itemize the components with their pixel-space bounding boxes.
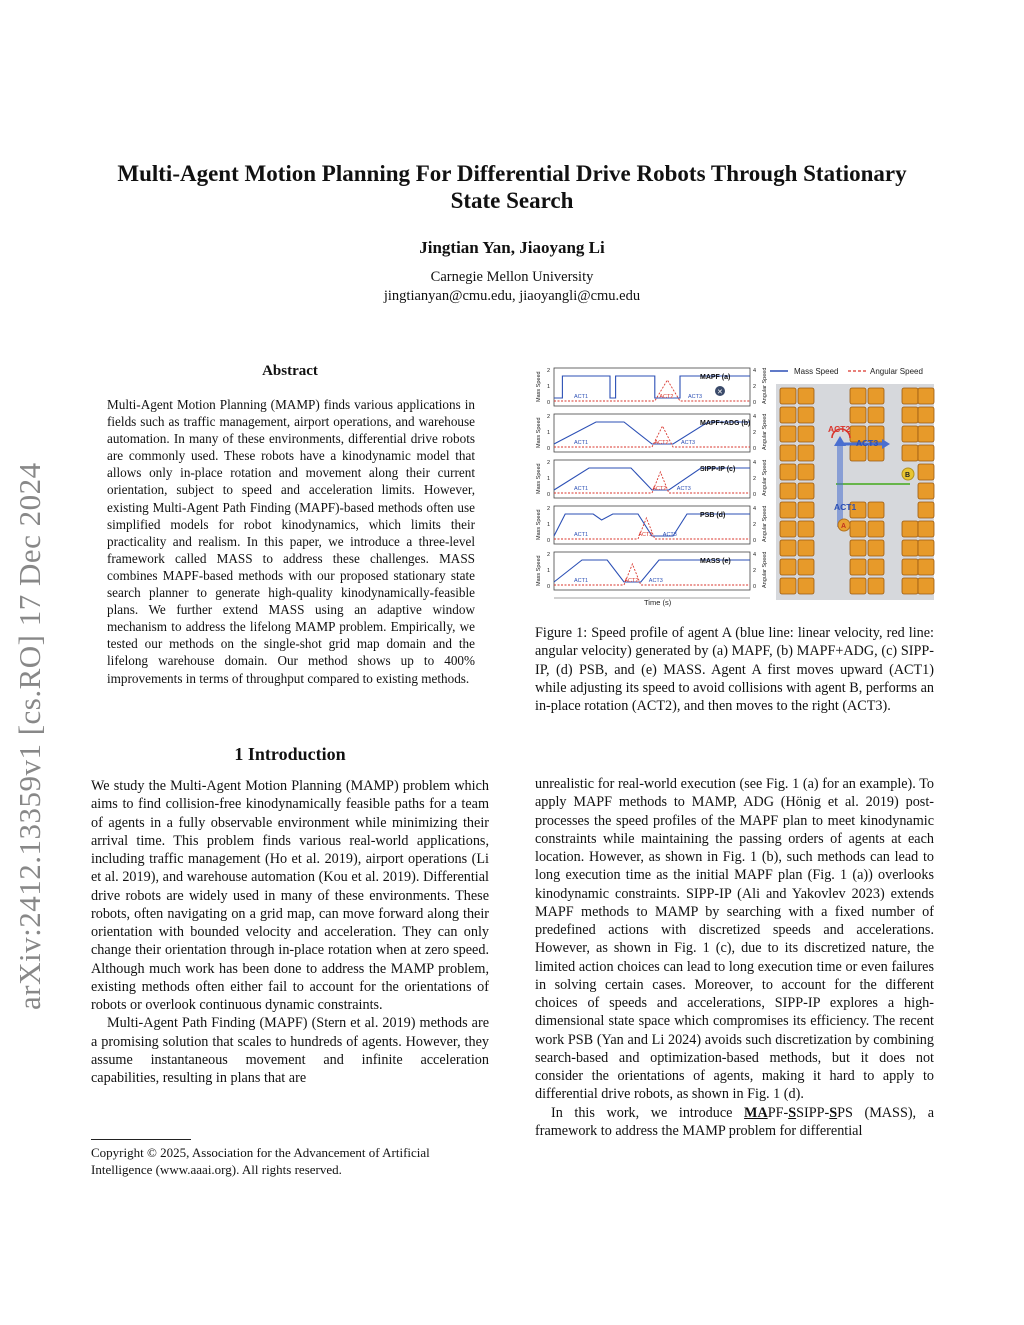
shelf-rack [798,521,814,537]
scene-act2-label: ACT2 [828,424,851,434]
intro-paragraph-4 [535,1104,934,1141]
shelf-rack [780,521,796,537]
panel-right-tick: 2 [753,430,757,436]
shelf-rack [918,388,934,404]
shelf-rack [798,464,814,480]
panel-right-tick: 2 [753,522,757,528]
panel-y-tick: 0 [547,492,551,498]
panel-act-label: ACT2 [624,578,639,584]
panel-y-tick: 1 [547,430,551,436]
shelf-rack [780,483,796,499]
shelf-rack [798,540,814,556]
panel-act-label: ACT1 [574,578,589,584]
panel-right-tick: 4 [753,506,757,512]
shelf-rack [868,502,884,518]
shelf-rack [902,521,918,537]
agent-a-label: A [841,523,847,530]
panel-y-tick: 0 [547,538,551,544]
panel-right-y-label: Angular Speed [762,367,768,404]
panel-act-label: ACT2 [638,532,653,538]
intro-paragraph-3: unrealistic for real-world execution (see Fig. 1 (a) for an example). To apply MAPF methods to MAMP, ADG (Hönig et al. 2019) post-processes the speed profiles of the MAPF plan to meet kinodynamic constraints while maintaining the passing orders of agents at each location. However, as shown in Fig. 1 (b), such methods can lead to long execution time as the initial MAPF plan (Fig. 1 (a)) overlooks kinodynamic constraints. SIPP-IP (Ali and Yakovlev 2023) extends MAPF methods to MAMP by searching with a fixed number of predefined actions with discretized speeds and accelerations. However, as shown in Fig. 1 (c), due to its discretized nature, the limited action choices can lead to long execution time or even failures in solving certain cases. Moreover, to account for the different choices of speeds and accelerations, SIPP-IP explores a high-dimensional state space which compromises its efficiency. The recent work PSB (Yan and Li 2024) avoids such discretization by combining search-based and optimization-based methods, but it does not consider the orientations of agents, making it hard to apply to differential drive robots, as shown in Fig. 1 (d). [535,776,934,1103]
panel-right-tick: 4 [753,460,757,466]
shelf-rack [798,445,814,461]
shelf-rack [850,559,866,575]
panel-act-label: ACT3 [662,532,677,538]
shelf-rack [868,559,884,575]
panel-right-tick: 0 [753,446,757,452]
shelf-rack [780,502,796,518]
panel-y-label: Mass Speed [536,509,542,540]
panel-label: PSB (d) [700,512,726,519]
mass-acronym-sipp: SIPP- [796,1104,830,1121]
arxiv-stamp: arXiv:2412.13359v1 [cs.RO] 17 Dec 2024 [12,462,47,1010]
figure-1-caption: Figure 1: Speed profile of agent A (blue line: linear velocity, red line: angular velocity) generated by (a) MAPF, (b) MAPF+ADG, (c) SIPP-IP, (d) PSB, and (e) MASS. Agent A first moves upward (ACT1) while adjusting its speed to avoid collisions with agent B, performs an in-place rotation (ACT2), and then moves to the right (ACT3). [535,625,934,715]
panel-right-tick: 2 [753,568,757,574]
panel-y-tick: 0 [547,446,551,452]
panel-label: MAPF+ADG (b) [700,420,751,427]
panel-y-label: Mass Speed [536,555,542,586]
panel-act-label: ACT3 [676,486,691,492]
shelf-rack [780,559,796,575]
figure-1 [532,362,936,610]
intro-p4-lead: In this work, we introduce [551,1104,745,1121]
panel-label: MASS (e) [700,558,731,565]
panel-y-tick: 2 [547,460,551,466]
shelf-rack [780,445,796,461]
panel-y-tick: 1 [547,476,551,482]
panel-label: SIPP-IP (c) [700,466,736,473]
panel-y-tick: 2 [547,414,551,420]
intro-paragraph-2: Multi-Agent Path Finding (MAPF) (Stern et al. 2019) methods are a promising solution that scales to hundreds of agents. However, they assume instantaneous movement and infinite acceleration capabilities, resulting in plans that are [91,1015,489,1086]
panel-y-label: Mass Speed [536,417,542,448]
mass-acronym-pf: PF- [767,1104,789,1121]
panel-act-label: ACT2 [659,394,674,400]
legend-mass-label: Mass Speed [794,367,839,376]
affiliation: Carnegie Mellon University [430,269,594,285]
shelf-rack [868,388,884,404]
failure-icon-glyph: ✕ [717,389,723,396]
panel-act-label: ACT1 [574,394,589,400]
panel-right-tick: 0 [753,492,757,498]
shelf-rack [918,464,934,480]
shelf-rack [780,464,796,480]
shelf-rack [902,540,918,556]
shelf-rack [798,426,814,442]
panel-right-y-label: Angular Speed [762,551,768,588]
shelf-rack [798,388,814,404]
shelf-rack [780,426,796,442]
mass-acronym-s1: S [788,1104,797,1121]
shelf-rack [918,559,934,575]
shelf-rack [918,521,934,537]
scene-act3-label: ACT3 [856,438,879,448]
shelf-rack [850,388,866,404]
legend-angular-label: Angular Speed [870,367,923,376]
panel-y-tick: 0 [547,584,551,590]
right-column-body [535,775,934,1140]
shelf-rack [798,483,814,499]
panel-act-label: ACT3 [681,440,696,446]
shelf-rack [850,540,866,556]
panel-right-tick: 0 [753,584,757,590]
warehouse-scene [776,384,934,600]
figure-legend [770,367,923,376]
panel-act-label: ACT1 [574,486,589,492]
panel-act-label: ACT2 [654,440,669,446]
panel-y-tick: 0 [547,400,551,406]
panel-right-y-label: Angular Speed [762,505,768,542]
shelf-rack [780,407,796,423]
intro-p4-tail: a framework to address the MAMP problem for differential [535,1104,934,1139]
panel-y-label: Mass Speed [536,463,542,494]
paper-authors: Jingtian Yan, Jiaoyang Li [419,238,605,257]
panel-act-label: ACT1 [574,440,589,446]
panel-right-tick: 0 [753,400,757,406]
panel-y-tick: 1 [547,522,551,528]
mass-acronym-ma: MA [744,1104,768,1121]
panel-right-y-label: Angular Speed [762,413,768,450]
shelf-rack [798,407,814,423]
shelf-rack [902,388,918,404]
abstract-heading: Abstract [262,363,318,379]
shelf-rack [902,559,918,575]
shelf-rack [798,502,814,518]
shelf-rack [868,578,884,594]
section-heading-introduction: 1 Introduction [234,744,346,764]
panel-act-label: ACT3 [688,394,703,400]
shelf-rack [918,426,934,442]
shelf-rack [902,445,918,461]
affiliation-block [0,268,1024,306]
shelf-rack [850,578,866,594]
shelf-rack [902,578,918,594]
panel-y-label: Mass Speed [536,371,542,402]
panel-y-tick: 1 [547,568,551,574]
left-column-body [91,777,489,1087]
panel-right-tick: 4 [753,414,757,420]
panel-right-tick: 2 [753,476,757,482]
panel-right-tick: 0 [753,538,757,544]
panel-y-tick: 1 [547,384,551,390]
shelf-rack [918,578,934,594]
shelf-rack [798,559,814,575]
shelf-rack [918,540,934,556]
panel-y-tick: 2 [547,506,551,512]
panel-y-tick: 2 [547,552,551,558]
copyright-footnote: Copyright © 2025, Association for the Advancement of Artificial Intelligence (www.aaai.org). All rights reserved. [91,1145,430,1177]
intro-paragraph-1: We study the Multi-Agent Motion Planning (MAMP) problem which aims to find collision-free kinodynamically feasible paths for a team of agents in a fully observable environment while minimizing their arrival time. This problem finds various real-world applications, including traffic management (Ho et al. 2019), airport operations (Li et al. 2019), and warehouse automation (Kou et al. 2019). Differential drive robots are widely used in many of these environments. These robots, often navigating on a grid map, can move forward along their orientation with bounded velocity and acceleration. They can only change their orientation through in-place rotation when at zero speed. Although much work has been done to address the MAMP problem, existing methods often either fail to account for the orientations of robots or overlook continuous dynamic constraints. [91,778,489,1013]
shelf-rack [798,578,814,594]
shelf-rack [850,521,866,537]
panel-right-tick: 2 [753,384,757,390]
shelf-rack [780,578,796,594]
shelf-rack [850,407,866,423]
speed-profile-panels [536,368,768,598]
shelf-rack [918,407,934,423]
shelf-rack [780,540,796,556]
scene-act1-label: ACT1 [834,502,857,512]
agent-b-label: B [905,472,911,479]
x-axis-label: Time (s) [644,598,672,607]
shelf-rack [868,407,884,423]
shelf-rack [780,388,796,404]
paper-title: Multi-Agent Motion Planning For Differential Drive Robots Through Stationary State Search [117,161,907,213]
panel-act-label: ACT2 [652,486,667,492]
shelf-rack [918,483,934,499]
shelf-rack [868,521,884,537]
panel-right-y-label: Angular Speed [762,459,768,496]
panel-right-tick: 4 [753,368,757,374]
author-emails: jingtianyan@cmu.edu, jiaoyangli@cmu.edu [383,288,641,304]
footnote-divider [91,1139,191,1140]
shelf-rack [902,407,918,423]
mass-acronym-ps: PS (MASS), [837,1104,917,1121]
shelf-rack [902,426,918,442]
mass-acronym-s2: S [829,1104,838,1121]
shelf-rack [868,540,884,556]
panel-act-label: ACT1 [574,532,589,538]
panel-label: MAPF (a) [700,374,731,381]
panel-act-label: ACT3 [648,578,663,584]
panel-right-tick: 4 [753,552,757,558]
shelf-rack [918,445,934,461]
panel-y-tick: 2 [547,368,551,374]
abstract-text: Multi-Agent Motion Planning (MAMP) finds various applications in fields such as traffic management, airport operations, and warehouse automation. In many of these environments, differential drive robots are commonly used. These robots have a kinodynamic model that allows only in-place rotation and movement along their current orientation, subject to speed and acceleration limits. However, existing Multi-Agent Path Finding (MAPF)-based methods often use simplified models for robot kinodynamics, which limits their practicality and realism. In this paper, we introduce a three-level framework called MASS to address these challenges. MASS combines MAPF-based methods with our proposed stationary state search planner to generate high-quality kinodynamically-feasible plans. We further extend MASS using an adaptive window mechanism to address the lifelong MAMP problem. Empirically, we tested our methods on the single-shot grid map domain and the lifelong warehouse domain. Our method shows up to 400% improvements in terms of throughput compared to existing methods. [107,397,475,686]
shelf-rack [918,502,934,518]
